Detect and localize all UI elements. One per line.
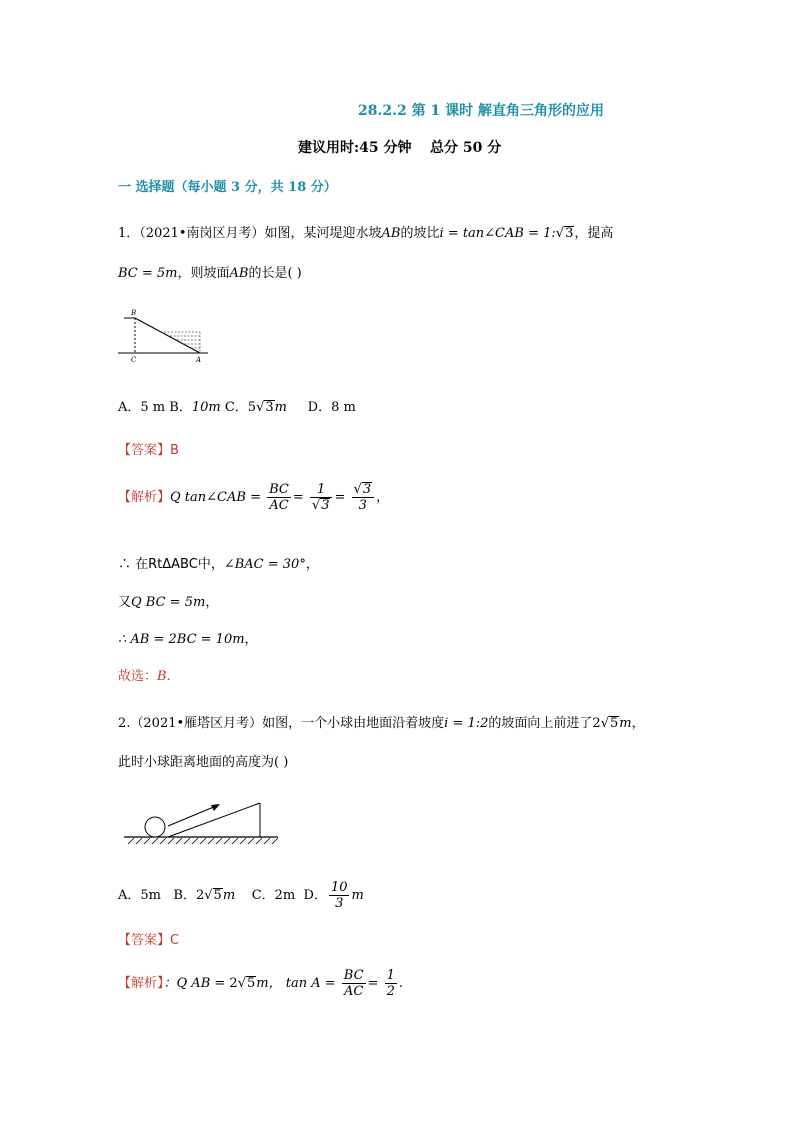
frac-num: 1 [386, 968, 395, 983]
q2-analysis-arg: 5 [247, 976, 256, 991]
slope-ab [135, 318, 200, 353]
q1-choice-c-unit: m [274, 400, 287, 415]
slope-figure-2 [124, 798, 280, 848]
q1-choice-c-pre: C． [224, 400, 248, 415]
q2-analysis-label: 【解析】 [118, 976, 164, 991]
q1-analysis-line-3 [118, 591, 218, 610]
q2-answer [118, 929, 179, 948]
period: . [398, 976, 403, 991]
q1-choice-c-arg: 3 [265, 400, 274, 415]
q2-choice-b-coef: 2 [195, 888, 205, 903]
q2-analysis-pre: ：Q AB = [163, 976, 226, 991]
arrow-head [211, 804, 220, 811]
q1-answer-value: B [170, 443, 179, 458]
question-1-line-2 [118, 262, 302, 281]
frac-num: BC [269, 482, 289, 497]
section-heading: 一 选择题（每小题 3 分，共 18 分） [118, 180, 337, 195]
direction-arrow [168, 806, 216, 826]
q2-analysis: 【解析】：Q AB = 2√5m， tan A = $\frac{BC}{AC}$ = $\frac{1}{2}$ . [118, 968, 403, 999]
q1-analysis-line-4 [118, 628, 258, 647]
triangle-name: RtΔABC [148, 557, 198, 572]
q1-line2-ab: AB [229, 266, 249, 281]
q1-analysis-line-1: 【解析】Q tan∠CAB = $\frac{BC}{AC}$ = $\frac{1}{√3}$ = $\frac{√3}{3}$ ， [118, 482, 390, 513]
q2-arg: 5 [610, 716, 619, 731]
q2-prefix: 2.（2021•雁塔区月考）如图，一个小球由地面沿着坡度 [118, 716, 445, 731]
q1-prefix: 1．（2021•南岗区月考）如图，某河堤迎水坡 [118, 226, 382, 241]
comma: ， [376, 490, 390, 505]
q2-choice-d-unit: m [351, 888, 364, 903]
middle-text: 中， [197, 557, 224, 572]
q1-answer-label: 【答案】 [118, 443, 171, 458]
q1-choice-b-pre: B． [169, 400, 192, 415]
q2-answer-value: C [170, 933, 180, 948]
label-c: C [131, 356, 137, 364]
label-a: A [196, 356, 202, 364]
q1-analysis-line-2 [118, 553, 319, 572]
comma: ， [244, 632, 258, 647]
comma: ， [305, 557, 319, 572]
frac-den: AC [269, 498, 289, 513]
bc-value: Q BC = 5m [131, 595, 206, 610]
q1-choice-a: A．5 m [118, 400, 166, 415]
also: 又 [118, 595, 132, 610]
q1-choice-c-coef: 5 [247, 400, 257, 415]
q2-choice-a: A．5m [118, 888, 161, 903]
frac-num: 1 [310, 482, 333, 498]
q2-unit: m [619, 716, 632, 731]
q2-slope: i = 1:2 [444, 716, 489, 731]
period: ． [166, 669, 180, 684]
frac-den: AC [343, 984, 364, 999]
q2-choice-b-pre: B． [173, 888, 196, 903]
question-2-line-1: 2.（2021•雁塔区月考）如图，一个小球由地面沿着坡度i = 1:2的坡面向上前进了2√5m， [118, 716, 645, 731]
ground-hatching [128, 838, 278, 844]
q2-analysis-mid: ， tan A = [268, 976, 336, 991]
q2-mid: 的坡面向上前进了 [488, 716, 593, 731]
q2-coef: 2 [592, 716, 601, 731]
q1-analysis-line-5 [118, 665, 180, 684]
q2-analysis-unit: m [256, 976, 269, 991]
total-score: 总分 50 分 [430, 140, 502, 156]
q1-choice-b: 10m [191, 400, 221, 415]
therefore-in: ∴ 在 [118, 557, 149, 572]
frac-den-sqrt: 3 [321, 498, 330, 513]
q1-analysis-label: 【解析】 [118, 490, 171, 505]
frac-den: 3 [358, 498, 367, 513]
suggested-time: 建议用时:45 分钟 [298, 140, 412, 156]
q2-answer-label: 【答案】 [118, 933, 171, 948]
label-b: B [131, 309, 137, 317]
equals: = [367, 976, 379, 991]
equals: = [292, 490, 304, 505]
q1-mid: 的坡比 [400, 226, 440, 241]
page-title: 28.2.2 第 1 课时 解直角三角形的应用 [358, 103, 604, 119]
q2-analysis-coef: 2 [229, 976, 238, 991]
q1-answer [118, 439, 179, 458]
q1-suffix: ，提高 [574, 226, 614, 241]
comma: ， [205, 595, 219, 610]
frac-num-sqrt: 3 [362, 482, 372, 497]
q1-bc: BC = 5m [118, 266, 178, 281]
frac-num: BC [343, 968, 364, 983]
q1-formula: i = tan∠CAB = 1: [439, 226, 556, 241]
q2-choice-c: C．2m [251, 888, 296, 903]
q1-line2-end: 的长是( ) [248, 266, 302, 281]
question-2-line-2: 此时小球距离地面的高度为( ) [118, 755, 289, 770]
choose-value: B [157, 669, 167, 684]
frac-den: 3 [335, 896, 344, 911]
q2-choice-d-pre: D． [303, 888, 327, 903]
angle-value: ∠BAC = 30° [223, 557, 306, 572]
q1-choice-d: D．8 m [307, 400, 356, 415]
q1-sqrt-arg: 3 [565, 226, 574, 241]
q1-ab: AB [381, 226, 401, 241]
q2-choice-b-unit: m [222, 888, 236, 903]
question-1-line-1: 1．（2021•南岗区月考）如图，某河堤迎水坡AB的坡比i = tan∠CAB = 1:√3，提高 [118, 226, 614, 241]
ab-value: ∴ AB = 2BC = 10m [118, 632, 245, 647]
comma: ， [631, 716, 645, 731]
q1-line2-mid: ，则坡面 [177, 266, 230, 281]
q2-choice-b-arg: 5 [213, 888, 222, 903]
equals: = [334, 490, 346, 505]
question-1-choices: A．5 m B．10m C．5√3m D．8 m [118, 400, 356, 415]
frac-den: 2 [386, 984, 395, 999]
frac-num: 10 [330, 880, 348, 895]
ball [145, 817, 165, 837]
choose-label: 故选： [118, 669, 158, 684]
slope-figure-1 [118, 305, 213, 365]
q1-analysis-l1-pre: Q tan∠CAB = [170, 490, 261, 505]
question-2-choices: A．5m B．2√5m C．2m D． $\frac{10}{3}$ m [118, 880, 364, 911]
